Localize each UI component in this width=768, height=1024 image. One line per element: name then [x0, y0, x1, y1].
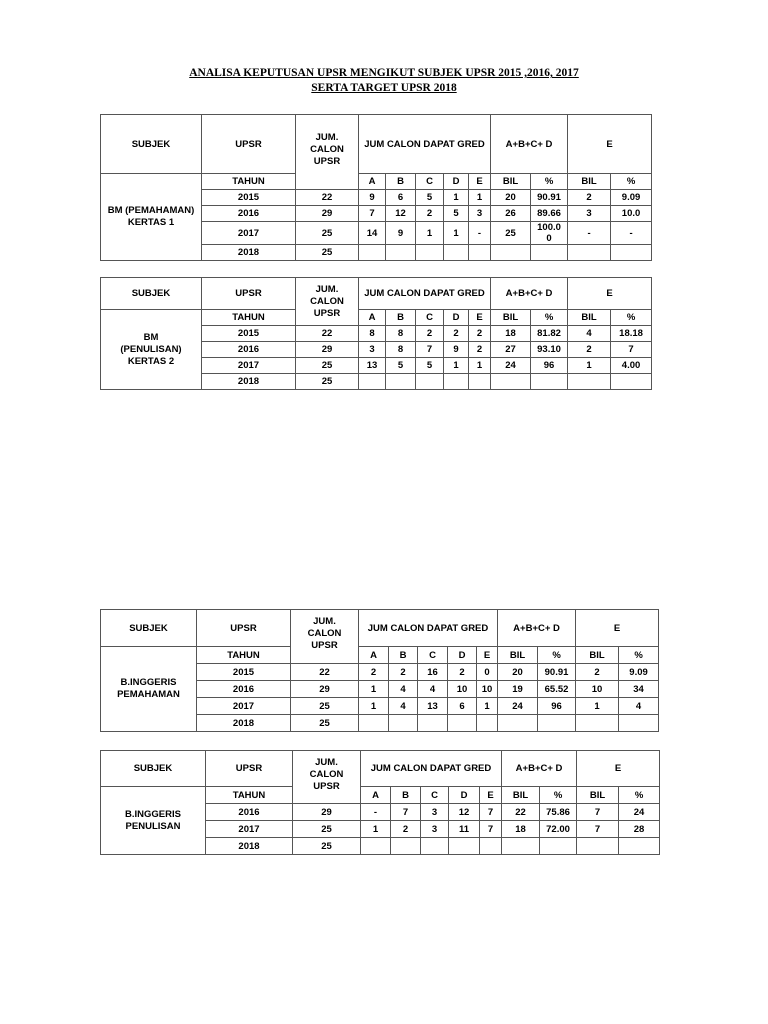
- pass-percent-cell: 90.91: [531, 190, 568, 206]
- grade-a-cell: -: [361, 804, 391, 821]
- tahun-header: TAHUN: [206, 787, 293, 804]
- jum-calon-cell: 25: [296, 358, 359, 374]
- jum-calon-header-line: CALON: [310, 144, 344, 155]
- upsr-header: UPSR: [197, 610, 291, 647]
- grade-header-b: B: [391, 787, 421, 804]
- grade-d-cell: 2: [448, 664, 477, 681]
- e-bil-cell: [568, 374, 611, 390]
- upsr-header: UPSR: [202, 115, 296, 174]
- results-table: [100, 114, 652, 261]
- e-bil-cell: 3: [568, 206, 611, 222]
- e-header: E: [577, 751, 660, 787]
- subject-name-line: B.INGGERIS: [125, 808, 181, 820]
- grade-d-cell: 12: [449, 804, 480, 821]
- grade-header-e: E: [469, 310, 491, 326]
- bil-header: BIL: [502, 787, 540, 804]
- pass-percent-cell: 65.52: [538, 681, 576, 698]
- jum-calon-gred-header: JUM CALON DAPAT GRED: [359, 115, 491, 174]
- e-percent-cell: 9.09: [619, 664, 659, 681]
- jum-calon-header-line: UPSR: [313, 308, 341, 319]
- e-percent-cell: [619, 715, 659, 732]
- jum-calon-cell: 22: [296, 326, 359, 342]
- e-bil-cell: 2: [568, 190, 611, 206]
- percent-header: %: [531, 174, 568, 190]
- jum-calon-gred-header: JUM CALON DAPAT GRED: [359, 610, 498, 647]
- jum-calon-header-line: JUM.: [315, 757, 338, 768]
- grade-a-cell: 1: [359, 698, 389, 715]
- e-percent-cell: 18.18: [611, 326, 652, 342]
- jum-calon-header-line: CALON: [310, 296, 344, 307]
- grade-b-cell: [391, 838, 421, 855]
- jum-calon-cell: 29: [293, 804, 361, 821]
- jum-calon-cell: 25: [293, 821, 361, 838]
- jum-calon-header: [296, 115, 359, 190]
- percent-header: %: [619, 647, 659, 664]
- grade-header-c: C: [416, 310, 444, 326]
- year-cell: 2018: [197, 715, 291, 732]
- upsr-header: UPSR: [202, 278, 296, 310]
- results-table: [100, 609, 659, 732]
- jum-calon-header-line: CALON: [309, 769, 344, 780]
- jum-calon-cell: 29: [296, 206, 359, 222]
- pass-percent-cell: [531, 374, 568, 390]
- grade-c-cell: [418, 715, 448, 732]
- pass-bil-cell: [491, 245, 531, 261]
- grade-e-cell: 1: [469, 190, 491, 206]
- pass-bil-cell: 24: [491, 358, 531, 374]
- e-percent-cell: 4.00: [611, 358, 652, 374]
- grade-header-a: A: [359, 310, 386, 326]
- grade-b-cell: 9: [386, 222, 416, 245]
- pass-percent-cell: 100.0 0: [531, 222, 568, 245]
- pass-bil-cell: [498, 715, 538, 732]
- year-cell: 2017: [206, 821, 293, 838]
- jum-calon-cell: 22: [296, 190, 359, 206]
- grade-c-cell: 3: [421, 821, 449, 838]
- pass-bil-cell: 26: [491, 206, 531, 222]
- pass-bil-cell: 25: [491, 222, 531, 245]
- grade-e-cell: 1: [469, 358, 491, 374]
- subject-name-cell: [101, 310, 202, 390]
- grade-header-d: D: [449, 787, 480, 804]
- grade-b-cell: [386, 374, 416, 390]
- pass-percent-cell: 72.00: [540, 821, 577, 838]
- grade-a-cell: 7: [359, 206, 386, 222]
- grade-header-e: E: [469, 174, 491, 190]
- subject-name-cell: [101, 787, 206, 855]
- grade-a-cell: 3: [359, 342, 386, 358]
- grade-header-c: C: [421, 787, 449, 804]
- year-cell: 2015: [197, 664, 291, 681]
- grade-a-cell: 8: [359, 326, 386, 342]
- bil-header: BIL: [491, 174, 531, 190]
- e-percent-cell: 24: [619, 804, 660, 821]
- pass-percent-cell: 96: [531, 358, 568, 374]
- grade-a-cell: 1: [359, 681, 389, 698]
- subject-name-line: PENULISAN: [125, 820, 181, 832]
- subjek-header: SUBJEK: [101, 610, 197, 647]
- grade-c-cell: 5: [416, 190, 444, 206]
- pass-percent-cell: 81.82: [531, 326, 568, 342]
- document-title-line-2: SERTA TARGET UPSR 2018: [311, 82, 457, 94]
- jum-calon-cell: 25: [296, 245, 359, 261]
- e-percent-cell: 7: [611, 342, 652, 358]
- bil-header: BIL: [498, 647, 538, 664]
- year-cell: 2017: [197, 698, 291, 715]
- grade-d-cell: 1: [444, 358, 469, 374]
- jum-calon-header-line: CALON: [307, 628, 342, 639]
- subjek-header: SUBJEK: [101, 751, 206, 787]
- grade-header-e: E: [477, 647, 498, 664]
- subheader-row: [101, 647, 659, 664]
- grade-a-cell: [361, 838, 391, 855]
- grade-d-cell: 2: [444, 326, 469, 342]
- pass-bil-cell: 20: [498, 664, 538, 681]
- grade-b-cell: 8: [386, 342, 416, 358]
- bil-header: BIL: [576, 647, 619, 664]
- subject-name-line: PEMAHAMAN: [117, 689, 180, 700]
- pass-percent-cell: [540, 838, 577, 855]
- year-cell: 2018: [202, 245, 296, 261]
- year-cell: 2017: [202, 222, 296, 245]
- grade-c-cell: 16: [418, 664, 448, 681]
- grade-b-cell: [389, 715, 418, 732]
- subheader-row: [101, 787, 660, 804]
- grade-a-cell: 9: [359, 190, 386, 206]
- jum-calon-cell: 29: [296, 342, 359, 358]
- header-row: [101, 610, 659, 647]
- grade-e-cell: [477, 715, 498, 732]
- grade-c-cell: [416, 245, 444, 261]
- grade-d-cell: 1: [444, 222, 469, 245]
- jum-calon-header-line: JUM.: [315, 284, 339, 295]
- pass-percent-cell: 93.10: [531, 342, 568, 358]
- grade-header-b: B: [386, 174, 416, 190]
- grade-e-cell: 7: [480, 821, 502, 838]
- grade-d-cell: 10: [448, 681, 477, 698]
- header-row: [101, 115, 652, 174]
- e-header: E: [568, 115, 652, 174]
- pass-bil-cell: [502, 838, 540, 855]
- subheader-row: [101, 174, 652, 190]
- grade-a-cell: 2: [359, 664, 389, 681]
- grade-d-cell: 9: [444, 342, 469, 358]
- grade-c-cell: 13: [418, 698, 448, 715]
- grade-e-cell: 7: [480, 804, 502, 821]
- pass-percent-cell: 89.66: [531, 206, 568, 222]
- percent-header: %: [531, 310, 568, 326]
- grade-header-a: A: [359, 647, 389, 664]
- subject-name-line: B.INGGERIS: [120, 677, 177, 688]
- pass-bil-cell: 24: [498, 698, 538, 715]
- bil-header: BIL: [491, 310, 531, 326]
- pass-bil-cell: 22: [502, 804, 540, 821]
- year-cell: 2015: [202, 190, 296, 206]
- jum-calon-header-line: UPSR: [311, 640, 338, 651]
- pass-percent-cell: [531, 245, 568, 261]
- grade-d-cell: [449, 838, 480, 855]
- grade-header-a: A: [361, 787, 391, 804]
- document-title-line-1: ANALISA KEPUTUSAN UPSR MENGIKUT SUBJEK UPSR 2015 ,2016, 2017: [189, 67, 579, 79]
- jum-calon-gred-header: JUM CALON DAPAT GRED: [361, 751, 502, 787]
- abcd-header: A+B+C+ D: [491, 115, 568, 174]
- e-percent-cell: 28: [619, 821, 660, 838]
- grade-c-cell: 2: [416, 206, 444, 222]
- grade-header-e: E: [480, 787, 502, 804]
- pass-bil-cell: 27: [491, 342, 531, 358]
- e-bil-cell: -: [568, 222, 611, 245]
- grade-header-d: D: [444, 174, 469, 190]
- bil-header: BIL: [577, 787, 619, 804]
- grade-d-cell: 6: [448, 698, 477, 715]
- abcd-header: A+B+C+ D: [498, 610, 576, 647]
- grade-a-cell: [359, 374, 386, 390]
- subject-name-line: KERTAS 1: [127, 217, 175, 228]
- grade-c-cell: 7: [416, 342, 444, 358]
- jum-calon-header: [296, 278, 359, 326]
- grade-d-cell: [448, 715, 477, 732]
- subject-name-line: (PENULISAN): [120, 343, 182, 355]
- grade-e-cell: 0: [477, 664, 498, 681]
- e-bil-cell: 1: [568, 358, 611, 374]
- grade-d-cell: 5: [444, 206, 469, 222]
- grade-header-c: C: [418, 647, 448, 664]
- header-row: [101, 278, 652, 310]
- e-percent-cell: [611, 245, 652, 261]
- e-bil-cell: 1: [576, 698, 619, 715]
- jum-calon-header: [293, 751, 361, 804]
- grade-e-cell: [469, 245, 491, 261]
- year-cell: 2016: [202, 342, 296, 358]
- year-cell: 2016: [202, 206, 296, 222]
- tahun-header: TAHUN: [202, 174, 296, 190]
- grade-e-cell: 1: [477, 698, 498, 715]
- percent-header: %: [611, 310, 652, 326]
- grade-a-cell: [359, 245, 386, 261]
- results-table: [100, 277, 652, 390]
- e-bil-cell: [576, 715, 619, 732]
- bil-header: BIL: [568, 174, 611, 190]
- results-table: [100, 750, 660, 855]
- grade-c-cell: 2: [416, 326, 444, 342]
- grade-b-cell: 4: [389, 698, 418, 715]
- e-bil-cell: 10: [576, 681, 619, 698]
- subject-name-cell: [101, 647, 197, 732]
- year-cell: 2015: [202, 326, 296, 342]
- pass-percent-cell: 75.86: [540, 804, 577, 821]
- e-header: E: [576, 610, 659, 647]
- e-percent-cell: [619, 838, 660, 855]
- bil-header: BIL: [568, 310, 611, 326]
- pass-bil-cell: 19: [498, 681, 538, 698]
- e-bil-cell: 2: [568, 342, 611, 358]
- grade-b-cell: [386, 245, 416, 261]
- pass-bil-cell: 18: [491, 326, 531, 342]
- percent-header: %: [538, 647, 576, 664]
- grade-d-cell: [444, 374, 469, 390]
- grade-a-cell: 1: [361, 821, 391, 838]
- jum-calon-cell: 25: [291, 698, 359, 715]
- pass-percent-cell: 96: [538, 698, 576, 715]
- grade-a-cell: [359, 715, 389, 732]
- grade-header-a: A: [359, 174, 386, 190]
- grade-c-cell: 4: [418, 681, 448, 698]
- grade-b-cell: 12: [386, 206, 416, 222]
- subheader-row: [101, 310, 652, 326]
- year-cell: 2018: [206, 838, 293, 855]
- year-cell: 2016: [197, 681, 291, 698]
- jum-calon-cell: 25: [291, 715, 359, 732]
- grade-header-d: D: [448, 647, 477, 664]
- abcd-header: A+B+C+ D: [491, 278, 568, 310]
- e-bil-cell: 4: [568, 326, 611, 342]
- grade-d-cell: 1: [444, 190, 469, 206]
- jum-calon-cell: 25: [296, 222, 359, 245]
- subject-name-cell: [101, 174, 202, 261]
- upsr-header: UPSR: [206, 751, 293, 787]
- e-bil-cell: [568, 245, 611, 261]
- e-percent-cell: 10.0: [611, 206, 652, 222]
- e-bil-cell: 7: [577, 821, 619, 838]
- pass-bil-cell: 18: [502, 821, 540, 838]
- grade-header-b: B: [386, 310, 416, 326]
- pass-percent-cell: [538, 715, 576, 732]
- percent-header: %: [611, 174, 652, 190]
- e-bil-cell: [577, 838, 619, 855]
- e-percent-cell: -: [611, 222, 652, 245]
- grade-c-cell: 3: [421, 804, 449, 821]
- e-percent-cell: 4: [619, 698, 659, 715]
- grade-b-cell: 2: [391, 821, 421, 838]
- grade-e-cell: 3: [469, 206, 491, 222]
- subject-name-line: BM: [143, 331, 159, 343]
- jum-calon-gred-header: JUM CALON DAPAT GRED: [359, 278, 491, 310]
- grade-a-cell: 13: [359, 358, 386, 374]
- jum-calon-cell: 25: [293, 838, 361, 855]
- grade-b-cell: 7: [391, 804, 421, 821]
- abcd-header: A+B+C+ D: [502, 751, 577, 787]
- grade-c-cell: [421, 838, 449, 855]
- grade-header-c: C: [416, 174, 444, 190]
- subjek-header: SUBJEK: [101, 278, 202, 310]
- jum-calon-header-line: JUM.: [313, 616, 336, 627]
- jum-calon-cell: 29: [291, 681, 359, 698]
- grade-b-cell: 5: [386, 358, 416, 374]
- e-bil-cell: 2: [576, 664, 619, 681]
- grade-header-d: D: [444, 310, 469, 326]
- e-percent-cell: 9.09: [611, 190, 652, 206]
- grade-e-cell: -: [469, 222, 491, 245]
- jum-calon-header: [291, 610, 359, 664]
- tahun-header: TAHUN: [197, 647, 291, 664]
- grade-c-cell: 1: [416, 222, 444, 245]
- header-row: [101, 751, 660, 787]
- percent-header: %: [540, 787, 577, 804]
- grade-b-cell: 4: [389, 681, 418, 698]
- year-cell: 2018: [202, 374, 296, 390]
- jum-calon-header-line: UPSR: [313, 781, 340, 792]
- jum-calon-cell: 25: [296, 374, 359, 390]
- jum-calon-header-line: UPSR: [313, 156, 341, 167]
- year-cell: 2016: [206, 804, 293, 821]
- grade-b-cell: 8: [386, 326, 416, 342]
- grade-c-cell: 5: [416, 358, 444, 374]
- pass-percent-cell: 90.91: [538, 664, 576, 681]
- grade-e-cell: 2: [469, 342, 491, 358]
- grade-c-cell: [416, 374, 444, 390]
- e-percent-cell: [611, 374, 652, 390]
- pass-bil-cell: 20: [491, 190, 531, 206]
- jum-calon-header-line: JUM.: [315, 132, 339, 143]
- pass-bil-cell: [491, 374, 531, 390]
- grade-e-cell: [469, 374, 491, 390]
- e-percent-cell: 34: [619, 681, 659, 698]
- jum-calon-cell: 22: [291, 664, 359, 681]
- e-header: E: [568, 278, 652, 310]
- percent-header: %: [619, 787, 660, 804]
- grade-b-cell: 2: [389, 664, 418, 681]
- grade-e-cell: 2: [469, 326, 491, 342]
- grade-d-cell: 11: [449, 821, 480, 838]
- subject-name-line: BM (PEMAHAMAN): [107, 205, 195, 216]
- grade-b-cell: 6: [386, 190, 416, 206]
- tahun-header: TAHUN: [202, 310, 296, 326]
- grade-a-cell: 14: [359, 222, 386, 245]
- subject-name-line: KERTAS 2: [127, 355, 175, 367]
- year-cell: 2017: [202, 358, 296, 374]
- grade-header-b: B: [389, 647, 418, 664]
- grade-e-cell: 10: [477, 681, 498, 698]
- grade-e-cell: [480, 838, 502, 855]
- subjek-header: SUBJEK: [101, 115, 202, 174]
- e-bil-cell: 7: [577, 804, 619, 821]
- grade-d-cell: [444, 245, 469, 261]
